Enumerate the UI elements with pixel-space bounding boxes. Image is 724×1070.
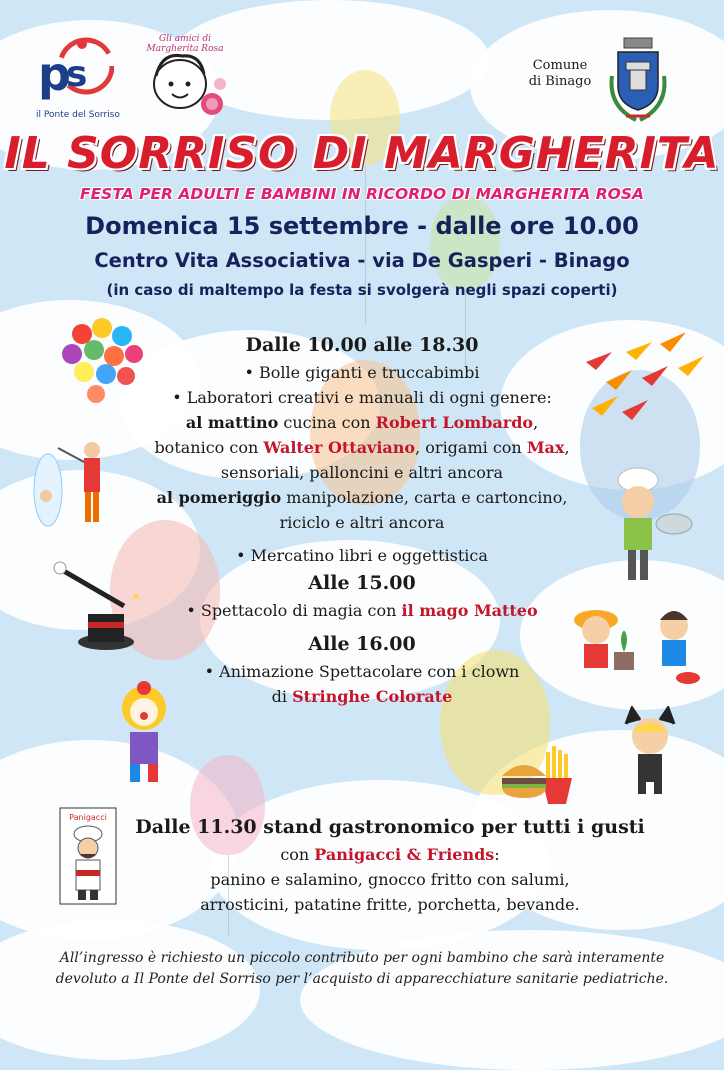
- morning-label: al mattino: [185, 413, 279, 432]
- program-stringhe-line: [100, 684, 624, 709]
- robert-lombardo: Robert Lombardo: [375, 413, 534, 432]
- program-heading-2: Alle 15.00: [308, 572, 416, 594]
- footer-line-2: devoluto a Il Ponte del Sorriso per l’acquisto di apparecchiature sanitarie pediatriche.: [55, 971, 669, 987]
- comma: ,: [564, 438, 570, 457]
- afternoon-text: manipolazione, carta e cartoncino,: [281, 488, 568, 507]
- food-menu-line-1: panino e salamino, gnocco fritto con salumi,: [210, 870, 570, 889]
- stringhe-colorate: Stringhe Colorate: [292, 687, 453, 706]
- afternoon-label: al pomeriggio: [156, 488, 282, 507]
- event-place: Centro Vita Associativa - via De Gasperi - Binago: [94, 249, 630, 272]
- footer-line-1: All’ingresso è richiesto un piccolo contributo per ogni bambino che sarà interamente: [59, 950, 665, 966]
- program-heading-1: Dalle 10.00 alle 18.30: [245, 334, 479, 356]
- comune-label: [520, 58, 600, 90]
- panigacci-friends: Panigacci & Friends: [314, 845, 495, 864]
- weather-note: (in caso di maltempo la festa si svolgerà negli spazi coperti): [106, 281, 618, 299]
- morning-text: cucina con: [278, 413, 376, 432]
- botanico-text: botanico con: [154, 438, 264, 457]
- margherita-logo-text: Gli amici di Margherita Rosa: [146, 34, 224, 54]
- program-item-bubbles: • Bolle giganti e truccabimbi: [244, 363, 480, 382]
- program-animation-line: • Animazione Spettacolare con i clown: [204, 662, 520, 681]
- burger-fries-icon: [500, 738, 578, 808]
- comune-line1: Comune: [532, 58, 588, 73]
- binago-coat-of-arms-icon: [606, 36, 670, 122]
- program-riciclo-line: riciclo e altri ancora: [279, 513, 445, 532]
- program-morning-line: [100, 410, 624, 435]
- event-title: IL SORRISO DI MARGHERITA: [4, 128, 720, 179]
- comma: ,: [533, 413, 539, 432]
- ponte-del-sorriso-logo: [36, 32, 128, 120]
- magic-text: • Spettacolo di magia con: [186, 601, 402, 620]
- max: Max: [526, 438, 565, 457]
- program-section: [100, 330, 624, 709]
- margherita-rosa-logo: [140, 34, 230, 120]
- walter-ottaviano: Walter Ottaviano: [263, 438, 416, 457]
- program-sensoriali-line: sensoriali, palloncini e altri ancora: [220, 463, 504, 482]
- colon: :: [494, 845, 500, 864]
- svg-text:s: s: [66, 54, 88, 95]
- panigacci-badge-text: Panigacci: [69, 813, 107, 822]
- program-heading-3: Alle 16.00: [308, 633, 416, 655]
- cat-costume-child-icon: [610, 706, 690, 796]
- ponte-caption: il Ponte del Sorriso: [36, 110, 120, 120]
- program-afternoon-line: [100, 485, 624, 510]
- food-provider-line: [100, 842, 680, 867]
- mago-matteo: il mago Matteo: [401, 601, 538, 620]
- origami-text: , origami con: [415, 438, 527, 457]
- food-heading: Dalle 11.30 stand gastronomico per tutti i gusti: [135, 816, 645, 838]
- footer-note: [20, 948, 704, 990]
- food-section: [100, 812, 680, 917]
- di-text: di: [271, 687, 293, 706]
- program-botanic-line: [100, 435, 624, 460]
- event-date: Domenica 15 settembre - dalle ore 10.00: [85, 212, 639, 240]
- food-menu-line-2: arrosticini, patatine fritte, porchetta, bevande.: [200, 895, 580, 914]
- comune-line2: di Binago: [528, 74, 592, 89]
- program-item-workshops: • Laboratori creativi e manuali di ogni genere:: [172, 388, 552, 407]
- program-item-market: • Mercatino libri e oggettistica: [236, 546, 488, 565]
- con-text: con: [280, 845, 315, 864]
- event-subtitle: FESTA PER ADULTI E BAMBINI IN RICORDO DI MARGHERITA ROSA: [80, 185, 644, 203]
- program-magic-line: [100, 598, 624, 623]
- svg-text:p: p: [38, 47, 71, 101]
